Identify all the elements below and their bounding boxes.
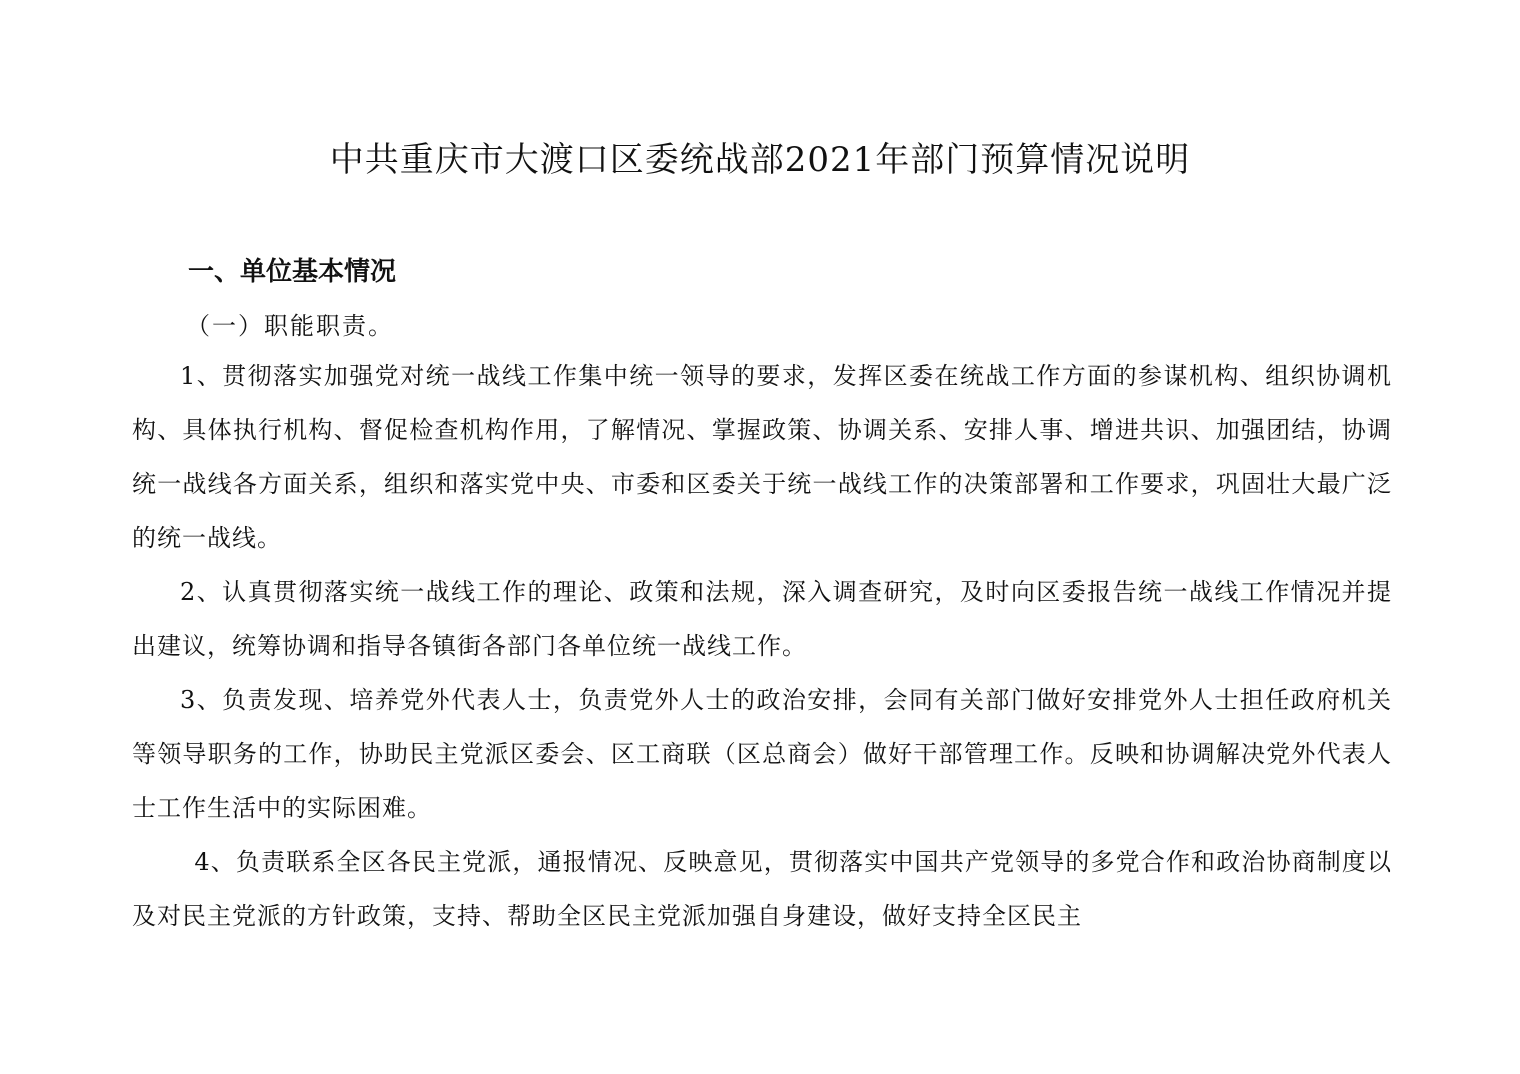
paragraph-3: 3、负责发现、培养党外代表人士，负责党外人士的政治安排，会同有关部门做好安排党外人士担任政府机关等领导职务的工作，协助民主党派区委会、区工商联（区总商会）做好干部管理工作。反映和协调解决党外代表人士工作生活中的实际困难。 (132, 686, 1392, 822)
section-heading: 一、单位基本情况 (188, 257, 397, 287)
paragraph-4: 4、负责联系全区各民主党派，通报情况、反映意见，贯彻落实中国共产党领导的多党合作和政治协商制度以及对民主党派的方针政策，支持、帮助全区民主党派加强自身建设，做好支持全区民主 (132, 848, 1392, 930)
paragraph-2: 2、认真贯彻落实统一战线工作的理论、政策和法规，深入调查研究，及时向区委报告统一战线工作情况并提出建议，统筹协调和指导各镇街各部门各单位统一战线工作。 (132, 578, 1392, 660)
subsection-heading: （一）职能职责。 (186, 312, 394, 340)
paragraph-1: 1、贯彻落实加强党对统一战线工作集中统一领导的要求，发挥区委在统战工作方面的参谋机构、组织协调机构、具体执行机构、督促检查机构作用，了解情况、掌握政策、协调关系、安排人事、增进共识、加强团结，协调统一战线各方面关系，组织和落实党中央、市委和区委关于统一战线工作的决策部署和工作要求，巩固壮大最广泛的统一战线。 (132, 362, 1392, 552)
document-title: 中共重庆市大渡口区委统战部2021年部门预算情况说明 (329, 140, 1191, 180)
body-text (132, 349, 1392, 943)
